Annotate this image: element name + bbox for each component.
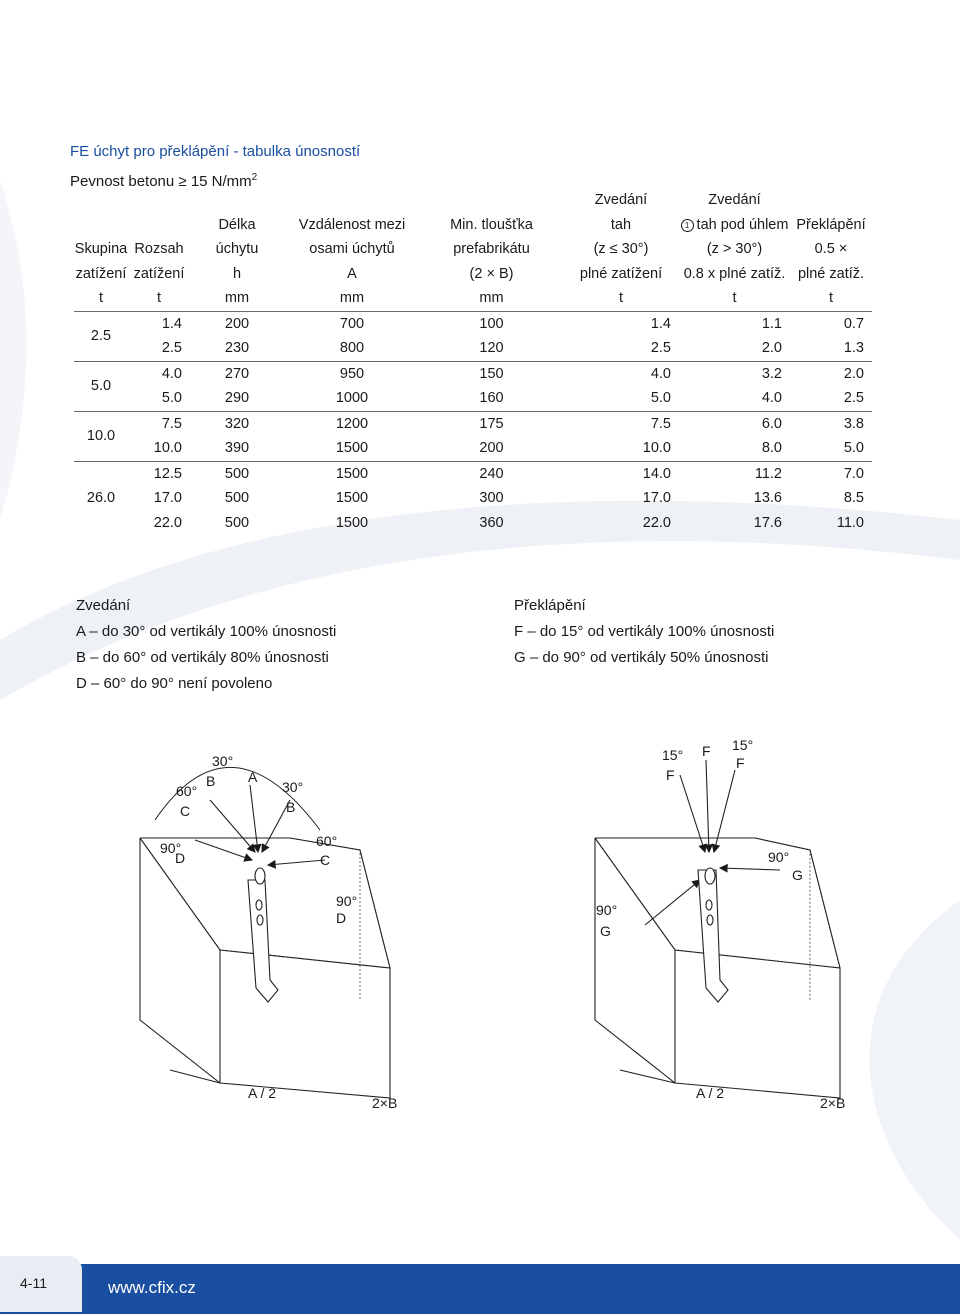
angle-label: 90° bbox=[160, 840, 182, 856]
lifting-block-diagram bbox=[140, 767, 390, 1098]
col-header-tilt: Překlápění bbox=[796, 216, 866, 233]
table-cell: 290 bbox=[224, 390, 250, 407]
table-cell: 2.5 bbox=[161, 340, 182, 357]
table-row bbox=[74, 336, 872, 361]
table-cell: 14.0 bbox=[563, 461, 679, 486]
direction-label: B bbox=[286, 799, 296, 815]
table-cell: 10.0 bbox=[153, 440, 182, 457]
load-direction-diagrams bbox=[100, 730, 900, 1130]
table-row bbox=[74, 486, 872, 511]
tilting-block-diagram bbox=[595, 760, 840, 1098]
header-row-2 bbox=[74, 213, 872, 238]
table-cell: 13.6 bbox=[753, 490, 782, 507]
table-cell: 6.0 bbox=[679, 411, 790, 436]
table-cell: 3.2 bbox=[679, 361, 790, 386]
table-cell: 1.1 bbox=[761, 315, 782, 332]
table-cell: 17.6 bbox=[753, 514, 782, 531]
legend-heading: Zvedání bbox=[76, 597, 131, 614]
table-cell: 1500 bbox=[284, 461, 420, 486]
direction-label: A bbox=[248, 769, 258, 785]
col-header-thickness: Min. tloušťka bbox=[450, 216, 533, 233]
angle-label: 90° bbox=[596, 902, 618, 918]
table-body bbox=[74, 311, 872, 535]
legend-tilting bbox=[514, 593, 774, 671]
legend-item: D – 60° do 90° není povoleno bbox=[76, 675, 273, 692]
table-cell: 175 bbox=[420, 411, 563, 436]
legend-heading: Překlápění bbox=[514, 597, 586, 614]
col-header-tension: tah bbox=[610, 216, 632, 233]
table-cell: 1.4 bbox=[650, 315, 671, 332]
angle-label: 90° bbox=[768, 849, 790, 865]
direction-label: F bbox=[736, 755, 745, 771]
table-row bbox=[74, 386, 872, 411]
angle-label: 15° bbox=[732, 737, 754, 753]
col-header-lift-angle: Zvedání bbox=[708, 192, 761, 209]
table-cell: 1000 bbox=[335, 390, 369, 407]
col-header-spacing: Vzdálenost mezi bbox=[298, 216, 406, 233]
table-cell: 1.4 bbox=[161, 315, 182, 332]
table-cell: 230 bbox=[224, 340, 250, 357]
header-row-4: zatížení zatížení h A (2 × B) plné zatížení 0.8 x plné zatíž. plné zatíž. bbox=[75, 265, 865, 282]
direction-label: F bbox=[666, 767, 675, 783]
table-row bbox=[74, 361, 872, 386]
direction-label: C bbox=[180, 803, 191, 819]
header-row-1 bbox=[74, 188, 872, 213]
col-header-length: Délka bbox=[218, 216, 256, 233]
direction-label: G bbox=[600, 923, 611, 939]
table-cell: 500 bbox=[190, 461, 284, 486]
table-cell: 1.3 bbox=[843, 340, 864, 357]
table-cell: 8.5 bbox=[843, 490, 864, 507]
table-cell: 11.0 bbox=[836, 514, 864, 531]
table-cell: 17.0 bbox=[153, 490, 182, 507]
table-cell: 800 bbox=[339, 340, 365, 357]
direction-label: G bbox=[792, 867, 803, 883]
table-cell: 3.8 bbox=[790, 411, 872, 436]
table-cell: 160 bbox=[479, 390, 504, 407]
table-row bbox=[74, 436, 872, 461]
table-row bbox=[74, 411, 872, 436]
page-title: FE úchyt pro překlápění - tabulka únosností bbox=[70, 143, 361, 160]
table-cell: 4.0 bbox=[761, 390, 782, 407]
table-cell: 1200 bbox=[284, 411, 420, 436]
table-cell: 2.0 bbox=[761, 340, 782, 357]
table-cell: 2.5 bbox=[843, 390, 864, 407]
table-cell: 2.5 bbox=[650, 340, 671, 357]
table-cell: 22.0 bbox=[153, 514, 182, 531]
header-row-3: Skupina Rozsah úchytu osami úchytů prefabrikátu (z ≤ 30°) (z > 30°) 0.5 × bbox=[74, 241, 848, 258]
angle-label: 60° bbox=[316, 833, 338, 849]
table-cell: 10.0 bbox=[642, 440, 671, 457]
group-cell: 26.0 bbox=[74, 461, 128, 535]
page-number: 4-11 bbox=[20, 1275, 47, 1291]
table-cell: 700 bbox=[339, 315, 365, 332]
direction-label: C bbox=[320, 852, 331, 868]
table-cell: 240 bbox=[420, 461, 563, 486]
concrete-strength-note: Pevnost betonu ≥ 15 $N/mm^2$ bbox=[70, 172, 258, 190]
table-cell: 4.0 bbox=[563, 361, 679, 386]
legend-item: A – do 30° od vertikály 100% únosnosti bbox=[76, 623, 337, 640]
direction-label: D bbox=[175, 850, 186, 866]
table-cell: 5.0 bbox=[843, 440, 864, 457]
dimension-label: 2×B bbox=[820, 1095, 846, 1111]
table-cell: 500 bbox=[224, 490, 250, 507]
table-cell: 8.0 bbox=[761, 440, 782, 457]
table-cell: 300 bbox=[479, 490, 504, 507]
table-cell: 950 bbox=[284, 361, 420, 386]
table-cell: 200 bbox=[479, 440, 504, 457]
table-cell: 17.0 bbox=[642, 490, 671, 507]
table-row bbox=[74, 511, 872, 536]
angle-label: 15° bbox=[662, 747, 684, 763]
table-cell: 500 bbox=[224, 514, 250, 531]
table-cell: 1500 bbox=[335, 440, 369, 457]
legend-item: B – do 60° od vertikály 80% únosnosti bbox=[76, 649, 329, 666]
group-cell: 5.0 bbox=[74, 361, 128, 411]
group-cell: 10.0 bbox=[74, 411, 128, 461]
table-cell: 7.5 bbox=[128, 411, 190, 436]
angle-label: 30° bbox=[282, 779, 304, 795]
table-cell: 1500 bbox=[335, 514, 369, 531]
table-cell: 200 bbox=[224, 315, 250, 332]
table-cell: 320 bbox=[190, 411, 284, 436]
table-cell: 360 bbox=[479, 514, 504, 531]
legend-item: F – do 15° od vertikály 100% únosnosti bbox=[514, 623, 775, 640]
angle-label: 60° bbox=[176, 783, 198, 799]
table-cell: 22.0 bbox=[642, 514, 671, 531]
direction-label: B bbox=[206, 773, 216, 789]
table-cell: 7.5 bbox=[563, 411, 679, 436]
dimension-label: A / 2 bbox=[248, 1085, 277, 1101]
legend-lifting bbox=[76, 593, 336, 697]
capacity-table bbox=[74, 188, 872, 535]
table-cell: 100 bbox=[479, 315, 504, 332]
col-header-angled-tension: 1 tah pod úhlem bbox=[679, 213, 790, 238]
table-cell: 0.7 bbox=[843, 315, 864, 332]
table-cell: 150 bbox=[420, 361, 563, 386]
dimension-label: 2×B bbox=[372, 1095, 398, 1111]
col-header-lift: Zvedání bbox=[594, 192, 648, 209]
dimension-label: A / 2 bbox=[696, 1085, 725, 1101]
circled-one-icon: 1 bbox=[681, 219, 694, 232]
angle-label: 90° bbox=[336, 893, 358, 909]
table-cell: 2.0 bbox=[790, 361, 872, 386]
table-cell: 1500 bbox=[335, 490, 369, 507]
angle-label: 30° bbox=[212, 753, 234, 769]
table-cell: 120 bbox=[479, 340, 504, 357]
table-cell: 4.0 bbox=[128, 361, 190, 386]
table-cell: 7.0 bbox=[790, 461, 872, 486]
table-cell: 270 bbox=[190, 361, 284, 386]
legend-item: G – do 90° od vertikály 50% únosnosti bbox=[514, 649, 769, 666]
direction-label: D bbox=[336, 910, 347, 926]
table-cell: 5.0 bbox=[650, 390, 671, 407]
website-link[interactable]: www.cfix.cz bbox=[108, 1278, 196, 1297]
units-row: t t mm mm mm t t t bbox=[74, 286, 872, 311]
table-row bbox=[74, 461, 872, 486]
table-cell: 5.0 bbox=[161, 390, 182, 407]
direction-label: F bbox=[702, 743, 711, 759]
group-cell: 2.5 bbox=[90, 328, 112, 344]
table-cell: 12.5 bbox=[128, 461, 190, 486]
table-cell: 390 bbox=[224, 440, 250, 457]
table-row bbox=[74, 311, 872, 336]
table-cell: 11.2 bbox=[679, 461, 790, 486]
